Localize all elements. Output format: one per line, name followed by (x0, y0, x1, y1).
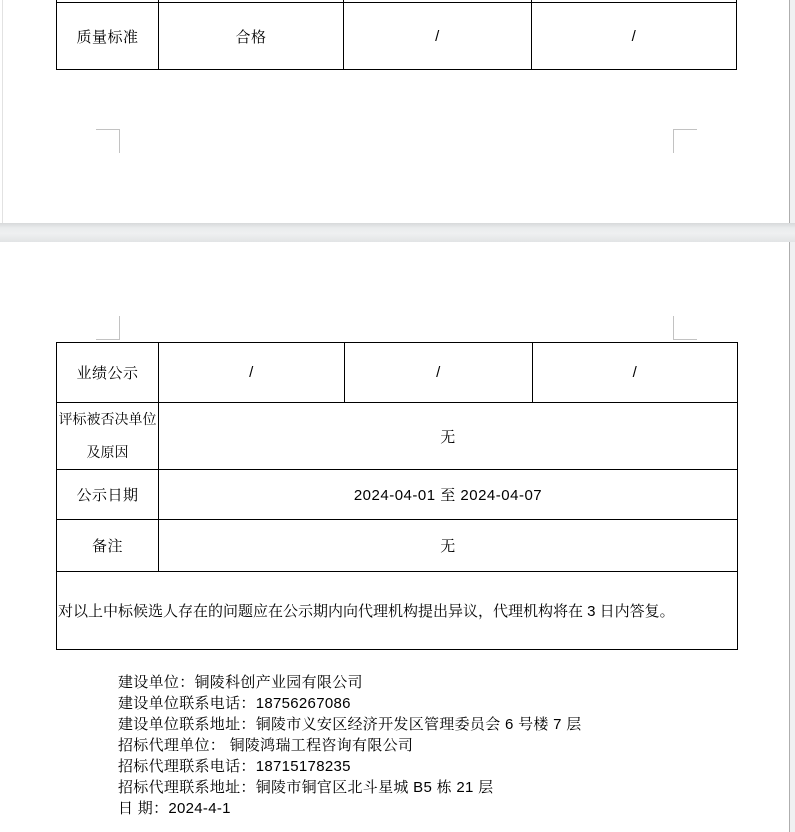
table-cell[interactable]: / (631, 27, 637, 45)
table-row (57, 403, 738, 470)
table-cell[interactable]: 2024-04-01 至 2024-04-07 (159, 470, 738, 520)
margin-mark-top-right-icon (673, 316, 697, 340)
table-border-horizontal (56, 69, 737, 70)
notice-cell[interactable]: 对以上中标候选人存在的问题应在公示期内向代理机构提出异议，代理机构将在 3 日内答复。 (57, 572, 738, 650)
page-break-gap (0, 223, 795, 242)
page-left-edge (2, 0, 3, 223)
table-cell[interactable]: / (533, 343, 738, 403)
contact-line-owner-address[interactable]: 建设单位联系地址：铜陵市义安区经济开发区管理委员会 6 号楼 7 层 (118, 716, 582, 733)
contact-line-owner-phone[interactable]: 建设单位联系电话：18756267086 (118, 695, 351, 712)
table-cell[interactable]: / (159, 343, 345, 403)
table-row (57, 343, 738, 403)
label-line: 及原因 (86, 444, 129, 460)
table-row (57, 470, 738, 520)
table-cell-label[interactable]: 质量标准 (76, 28, 139, 46)
table-cell-label[interactable]: 备注 (57, 520, 159, 572)
label-line: 评标被否决单位 (58, 411, 157, 427)
table-row (57, 520, 738, 572)
contact-line-owner[interactable]: 建设单位：铜陵科创产业园有限公司 (118, 674, 363, 691)
table-cell-label[interactable]: 业绩公示 (57, 343, 159, 403)
table-cell[interactable]: 无 (159, 520, 738, 572)
announcement-table (56, 342, 738, 650)
table-border-vertical (736, 0, 737, 70)
margin-mark-bottom-left-icon (96, 129, 120, 153)
table-row-fragment (56, 0, 737, 70)
canvas-right-margin (789, 0, 795, 832)
table-cell-label[interactable] (57, 403, 159, 470)
table-row (57, 572, 738, 650)
document-page-1 (0, 0, 789, 223)
table-cell[interactable]: 无 (159, 403, 738, 470)
table-cell[interactable]: / (435, 27, 440, 45)
table-cell[interactable]: 合格 (235, 28, 267, 46)
contact-line-date[interactable]: 日 期：2024-4-1 (118, 800, 231, 817)
document-page-2 (0, 242, 789, 832)
table-cell-label[interactable]: 公示日期 (57, 470, 159, 520)
contact-line-agency[interactable]: 招标代理单位： 铜陵鸿瑞工程咨询有限公司 (118, 737, 414, 754)
margin-mark-bottom-right-icon (673, 129, 697, 153)
contact-line-agency-address[interactable]: 招标代理联系地址：铜陵市铜官区北斗星城 B5 栋 21 层 (118, 779, 494, 796)
contact-block (118, 672, 582, 819)
margin-mark-top-left-icon (96, 316, 120, 340)
contact-line-agency-phone[interactable]: 招标代理联系电话：18715178235 (118, 758, 351, 775)
table-cell[interactable]: / (345, 343, 533, 403)
